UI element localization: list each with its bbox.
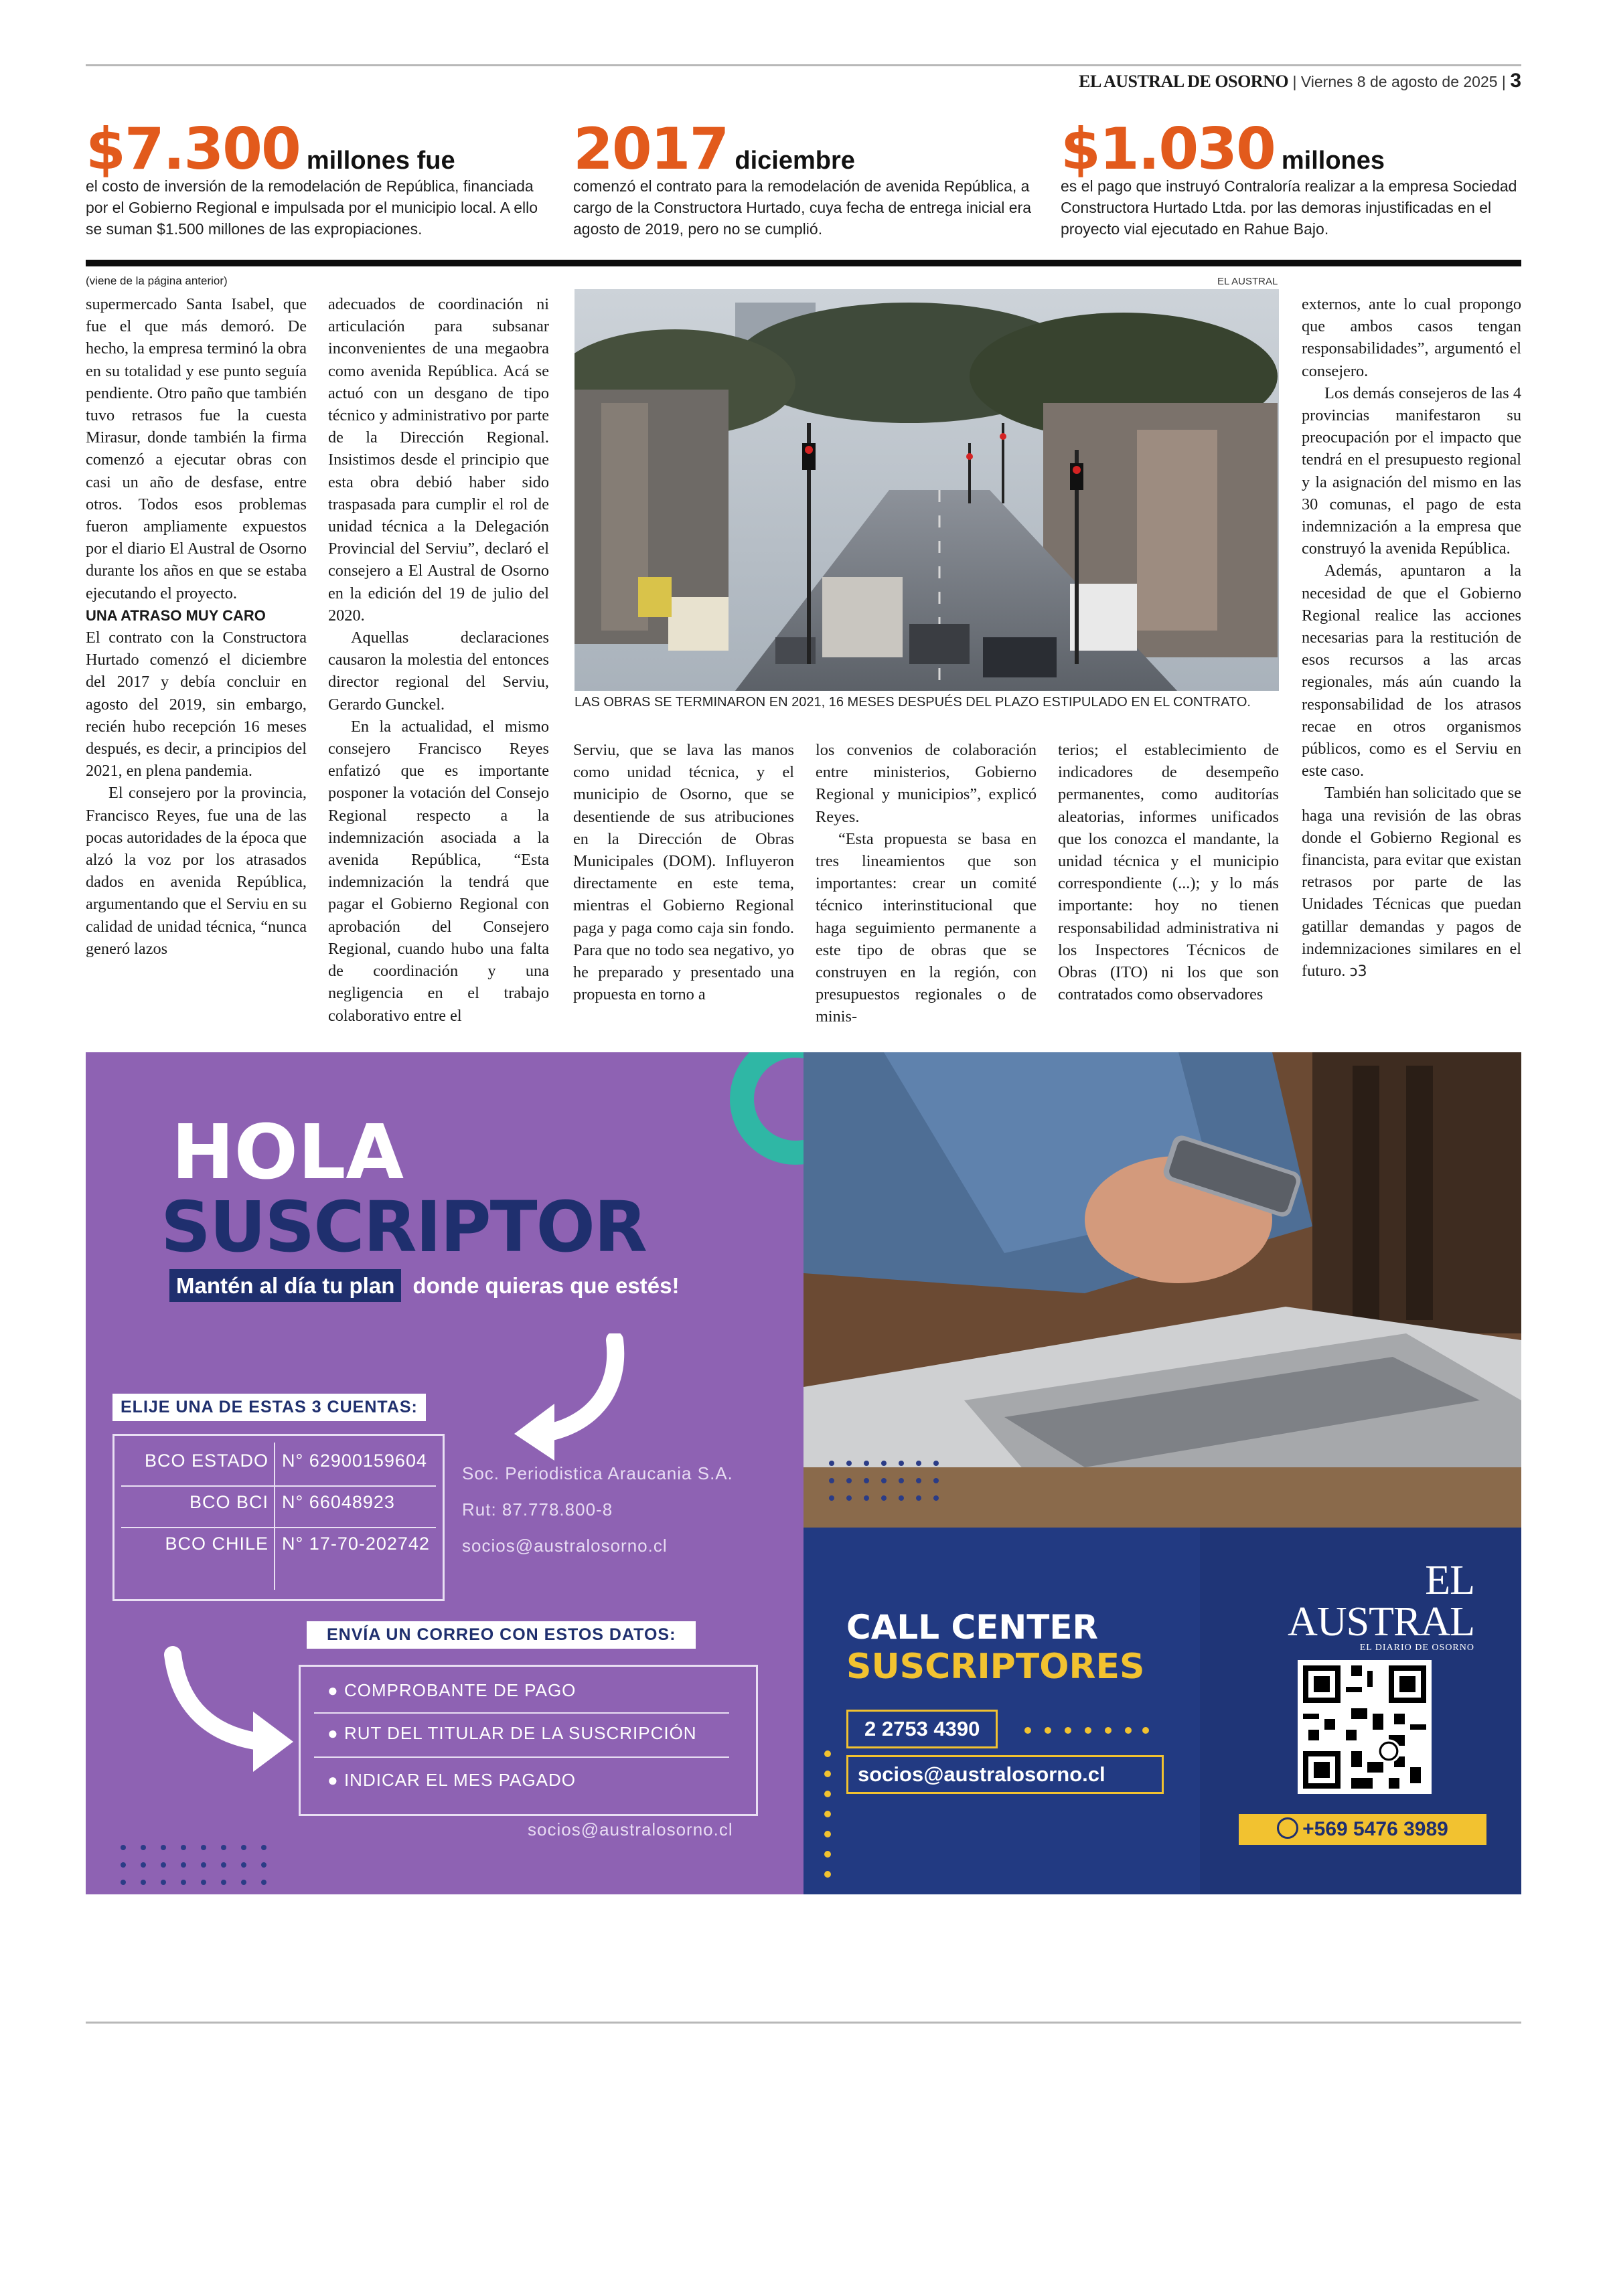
email-title: ENVÍA UN CORREO CON ESTOS DATOS: (307, 1621, 696, 1649)
email-item: ● INDICAR EL MES PAGADO (327, 1770, 577, 1790)
brand-logo (1239, 1560, 1474, 1653)
article-column-2 (328, 293, 549, 1027)
photo-credit: EL AUSTRAL (1217, 276, 1278, 287)
paragraph: El consejero por la provincia, Francisco Reyes, fue una de las pocas autoridades de la época que alzó la voz por los atrasados dados en avenida República, argumentando que el Serviu en su calidad de unidad técnica, “nunca generó lazos (86, 784, 307, 958)
photo-caption: LAS OBRAS SE TERMINARON EN 2021, 16 MESES DESPUÉS DEL PLAZO ESTIPULADO EN EL CONTRATO. (575, 695, 1251, 710)
paragraph: terios; el establecimiento de indicadores de desempeño permanentes, como auditorías aleatorias, informes unificados que los conozca el mandante, la unidad técnica y el municipio correspondiente (...); y lo más importante: hoy no tienen responsabilidad administrativa ni los Inspectores Técnicos de Obras (ITO) ni los que son contratados como observadores (1058, 741, 1279, 1004)
call-center-title: CALL CENTER (846, 1608, 1098, 1647)
stat-description: el costo de inversión de la remodelación de República, financiada por el Gobierno Regional e impulsada por el municipio local. A ello se suman $1.500 millones de las expropiaciones. (86, 177, 538, 238)
item-divider (314, 1712, 729, 1714)
article-column-5 (1058, 739, 1279, 1005)
accounts-table (112, 1434, 445, 1601)
article-column-3 (573, 739, 794, 1005)
running-head: EL AUSTRAL DE OSORNO | Viernes 8 de agosto de 2025 | 3 (1079, 70, 1521, 92)
subscriber-advertisement (86, 1052, 1521, 1894)
stat-description: comenzó el contrato para la remodelación de avenida República, a cargo de la Constructora Hurtado, cuya fecha de entrega inicial era agosto de 2019, pero no se cumplió. (573, 177, 1032, 238)
account-bank: BCO CHILE (165, 1534, 269, 1554)
end-mark: ↄ3 (1349, 963, 1367, 981)
article-column-6 (1302, 293, 1521, 983)
email-item-text: INDICAR EL MES PAGADO (343, 1770, 577, 1790)
company-email: socios@australosorno.cl (462, 1536, 668, 1556)
qr-code[interactable] (1298, 1660, 1432, 1794)
qr-code-icon (1298, 1660, 1432, 1794)
stat-block-2 (573, 116, 1035, 240)
table-divider (121, 1527, 436, 1528)
account-number: N° 62900159604 (282, 1451, 427, 1471)
paragraph: “Esta propuesta se basa en tres lineamientos que son importantes: crear un comité técnico interinstitucional que haga seguimiento permanente a este tipo de obras que se construyen en la región, con presupuestos regionales o de minis- (816, 829, 1037, 1026)
company-name: Soc. Periodistica Araucania S.A. (462, 1463, 733, 1483)
stat-block-1 (86, 116, 548, 240)
stat-unit: millones (1281, 147, 1385, 175)
paragraph: los convenios de colaboración entre ministerios, Gobierno Regional y municipios”, explicó Reyes. (816, 741, 1037, 826)
article-column-4 (816, 739, 1037, 1028)
tagline-box: Mantén al día tu plan (169, 1269, 401, 1302)
paragraph-text: También han solicitado que se haga una revisión de las obras donde el Gobierno Regional es financista, para evitar que existan retrasos por parte de las Unidades Técnicas que puedan gatillar demandas y pagos de indemnizaciones similares en el futuro. (1302, 784, 1521, 981)
bottom-rule (86, 2022, 1521, 2024)
account-bank: BCO ESTADO (144, 1451, 269, 1471)
email-item-text: RUT DEL TITULAR DE LA SUSCRIPCIÓN (343, 1723, 697, 1743)
call-center-email[interactable]: socios@australosorno.cl (846, 1755, 1164, 1794)
curved-arrow-icon (501, 1333, 635, 1461)
article-column-1 (86, 293, 307, 960)
brand-name: EL AUSTRAL (1288, 1558, 1474, 1645)
paragraph: adecuados de coordinación ni articulación para subsanar inconvenientes de una megaobra como avenida República. Acá se actuó con un desgano de tipo técnico y administrativo por parte de la Dirección Regional. Insistimos desde el principio que esta obra debió haber sido traspasada para cumplir el rol de unidad técnica a la Delegación Provincial del Serviu”, declaró el consejero a El Austral de Osorno en la edición del 19 de julio del 2020. (328, 295, 549, 625)
brand-subtitle: EL DIARIO DE OSORNO (1359, 1643, 1474, 1653)
bottom-email[interactable]: socios@australosorno.cl (528, 1819, 733, 1839)
table-divider (274, 1443, 275, 1590)
dot-column-decoration (822, 1748, 833, 1889)
tagline-rest: donde quieras que estés! (412, 1273, 680, 1298)
issue-date: Viernes 8 de agosto de 2025 (1300, 73, 1498, 90)
article-subhead: UNA ATRASO MUY CARO (86, 606, 266, 624)
email-item-text: COMPROBANTE DE PAGO (343, 1680, 577, 1700)
call-center-subtitle: SUSCRIPTORES (846, 1647, 1145, 1687)
stat-value: $7.300 (86, 116, 300, 183)
item-divider (314, 1756, 729, 1758)
page-number: 3 (1510, 70, 1521, 92)
company-rut: Rut: 87.778.800-8 (462, 1499, 613, 1520)
whatsapp-badge[interactable] (1239, 1814, 1486, 1845)
stat-description: es el pago que instruyó Contraloría realizar a la empresa Sociedad Constructora Hurtado Ltda. por las demoras injustificadas en el proyecto vial ejecutado en Rahue Bajo. (1061, 177, 1517, 238)
account-number: N° 66048923 (282, 1492, 395, 1512)
accounts-title: ELIJE UNA DE ESTAS 3 CUENTAS: (112, 1394, 426, 1421)
newspaper-name: EL AUSTRAL DE OSORNO (1079, 72, 1289, 91)
account-number: N° 17-70-202742 (282, 1534, 430, 1554)
dot-grid-decoration (828, 1458, 962, 1505)
street-photo (575, 289, 1279, 691)
dot-grid-decoration (119, 1842, 280, 1889)
ad-photo-phone-laptop (804, 1052, 1521, 1528)
phone-number[interactable]: 2 2753 4390 (846, 1710, 998, 1748)
email-item: ● COMPROBANTE DE PAGO (327, 1680, 577, 1700)
top-rule (86, 64, 1521, 66)
paragraph: supermercado Santa Isabel, que fue el que más demoró. De hecho, la empresa terminó la obra en su totalidad y ese punto seguía pendiente. Otro paño que también tuvo retrasos fue la cuesta Mirasur, donde también la firma comenzó a ejecutar obras con casi un año de desfase, entre otros. Todos esos problemas fueron ampliamente expuestos por el diario El Austral de Osorno durante los años en que se estaba ejecutando el proyecto. (86, 295, 307, 602)
stat-unit: millones fue (306, 147, 455, 175)
paragraph: Aquellas declaraciones causaron la molestia del entonces director regional del Serviu, Gerardo Gunckel. (328, 629, 549, 714)
email-item: ● RUT DEL TITULAR DE LA SUSCRIPCIÓN (327, 1723, 697, 1743)
stat-value: 2017 (573, 116, 729, 183)
phone-laptop-illustration (804, 1052, 1521, 1528)
stat-block-3 (1061, 116, 1523, 240)
paragraph: En la actualidad, el mismo consejero Francisco Reyes enfatizó que es importante posponer la votación del Consejo Regional respecto a la indemnización asociada a la avenida República, “Esta indemnización la tendrá que pagar el Gobierno Regional con aprobación del Consejero Regional, cuando hubo una falta de coordinación y una negligencia en el trabajo colaborativo entre el (328, 717, 549, 1025)
account-bank: BCO BCI (189, 1492, 269, 1512)
paragraph: Los demás consejeros de las 4 provincias manifestaron su preocupación por el impacto que tendrá en el presupuesto regional y la asignación del mismo en las 30 comunas, el pago de esta indemnización a la empresa que construyó la avenida República. (1302, 384, 1521, 558)
dot-row-decoration (1023, 1726, 1150, 1735)
continued-note: (viene de la página anterior) (86, 274, 228, 287)
paragraph: Serviu, que se lava las manos como unidad técnica, y el municipio de Osorno, que se desentiende de sus atribuciones en la Dirección de Obras Municipales (DOM). Influyeron directamente en este tema, mientras el Gobierno Regional paga y paga como caja sin fondo. Para que no todo sea negativo, yo he preparado y presentado una propuesta en torno a (573, 741, 794, 1004)
whatsapp-number: +569 5476 3989 (1302, 1818, 1448, 1840)
section-divider (86, 260, 1521, 266)
whatsapp-icon (1277, 1817, 1298, 1839)
paragraph: El contrato con la Constructora Hurtado comenzó el diciembre del 2017 y debía concluir en agosto del 2019, sin embargo, recién hubo recepción 16 meses después, es decir, a principios del 2021, en plena pandemia. (86, 629, 307, 781)
curved-arrow-icon (159, 1641, 300, 1775)
stat-unit: diciembre (735, 147, 855, 175)
ad-hola: HOLA (171, 1109, 404, 1196)
paragraph (1302, 782, 1521, 983)
street-scene-illustration (575, 289, 1279, 691)
stat-value: $1.030 (1061, 116, 1275, 183)
table-divider (121, 1485, 436, 1487)
ad-tagline (169, 1273, 679, 1299)
paragraph: Además, apuntaron a la necesidad de que el Gobierno Regional realice las acciones necesarias para la restitución de esos recursos a las arcas regionales, más aún cuando la responsabilidad de los atrasos recae en otros organismos públicos, como es el Serviu en este caso. (1302, 562, 1521, 781)
ad-suscriptor: SUSCRIPTOR (161, 1186, 647, 1268)
paragraph: externos, ante lo cual propongo que ambos casos tengan responsabilidades”, argumentó el consejero. (1302, 295, 1521, 380)
email-items-box (299, 1665, 758, 1816)
